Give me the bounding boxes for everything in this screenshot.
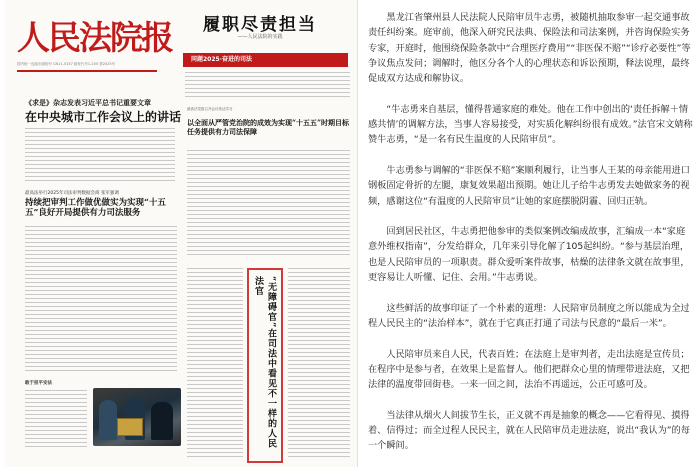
left-kicker-2: 最高法举行2025年司法审判数据会商 张军强调 (25, 191, 119, 196)
photo-person-3 (151, 402, 173, 440)
red-banner: 同题2025·奋进的司法 (183, 53, 348, 67)
photo-award-frame (117, 418, 143, 436)
article-paragraph: 人民陪审员来自人民，代表百姓；在法庭上是审判者，走出法庭是宣传员；在程序中是参与者，在效果上是监督人。他们把群众心里的情理带进法庭，又把法律的温度带回街巷。一来一回之间，法治不再遥远，公正可感可及。 (368, 348, 690, 391)
newspaper-front-page (5, 0, 358, 467)
masthead-meta: 国内统一连续出版物号 CN11-0157 邮发代号1-105 第2025号 (17, 62, 116, 66)
news-photo (93, 388, 181, 446)
article-paragraph: “牛志勇来自基层，懂得普通家庭的难处。他在工作中创出的‘责任拆解＋情感共情’的调解方法，当事人容易接受，对实质化解纠纷很有成效。”法官宋文婧称赞牛志勇，“是一名有民生温度的人民陪审员”。 (368, 103, 693, 146)
top-headline: 履职尽责担当 (203, 15, 317, 35)
text-block-right-1 (187, 150, 350, 260)
masthead-title: 人民法院报 (17, 18, 172, 57)
article-paragraph: 黑龙江省肇州县人民法院人民陪审员牛志勇，被随机抽取参审一起交通事故责任纠纷案。庭审前，他深入研究民法典、保险法和司法案例，并咨询保险实务专家，开庭时，他围绕保险条款中“合理医疗费用”“非医保不赔”“诊疗必要性”等争议焦点发问；调解时，他区分各个人的心理状态和诉讼预期，释法说理，最终促成双方达成和解协议。 (368, 12, 691, 85)
masthead-rule (17, 70, 157, 72)
article-body (368, 10, 693, 462)
text-block-left-2 (25, 226, 177, 376)
left-headline: 在中央城市工作会议上的讲话 (25, 110, 182, 124)
left-kicker: 《求是》杂志发表习近平总书记重要文章 (25, 99, 151, 107)
middle-headline-subtitle: 最高法党组召开会议传达学习 (187, 107, 233, 111)
text-block-right-3 (288, 268, 350, 463)
middle-headline: 以全面从严管党治院的成效为实现“十五五”时期目标任务提供有力司法保障 (187, 118, 350, 136)
photo-person-1 (99, 400, 117, 440)
vertical-feature-title: “无障碍官”在司法中看见不一样的人民法官 (253, 276, 276, 449)
text-block-left-1 (25, 128, 175, 186)
text-block-top-right (185, 72, 350, 102)
article-paragraph: 牛志勇参与调解的“非医保不赔”案顺利履行，让当事人王某的母亲能用进口钢板固定骨折的左腿，康复效果超出预期。她让儿子给牛志勇发去她做家务的视频，感谢这位“有温度的人民陪审员”让她的家庭摆脱阴霾、回归正轨。 (368, 164, 690, 207)
article-paragraph: 当法律从烟火人间拔节生长，正义就不再是抽象的概念——它看得见、摸得着、信得过；而全过程人民民主，就在人民陪审员走进法庭，说出“我认为”的每一个瞬间。 (368, 409, 690, 452)
top-headline-subtitle: ——人民法院的实践 (237, 34, 283, 40)
left-headline-2: 持续把审判工作做优做实为实现“十五五”良好开局提供有力司法服务 (25, 198, 166, 218)
masthead (17, 12, 172, 72)
text-block-right-2 (187, 268, 243, 463)
article-paragraph: 这些鲜活的故事印证了一个朴素的道理：人民陪审员制度之所以能成为全过程人民民主的“法治样本”，就在于它真正打通了司法与民意的“最后一米”。 (368, 302, 690, 329)
red-framed-feature (247, 268, 283, 463)
photo-caption: 敢于担平安法 (25, 381, 52, 386)
article-paragraph: 回到居民社区，牛志勇把他参审的类似案例改编成故事，汇编成一本“家庭意外维权指南”，分发给群众，几年来引导化解了105起纠纷。“参与基层治理，也是人民陪审员的一项职责。群众爱听案件故事，枯燥的法律条文就在故事里，更容易让人听懂、记住、会用。”牛志勇说。 (368, 226, 690, 284)
text-block-photo-left (25, 390, 87, 450)
